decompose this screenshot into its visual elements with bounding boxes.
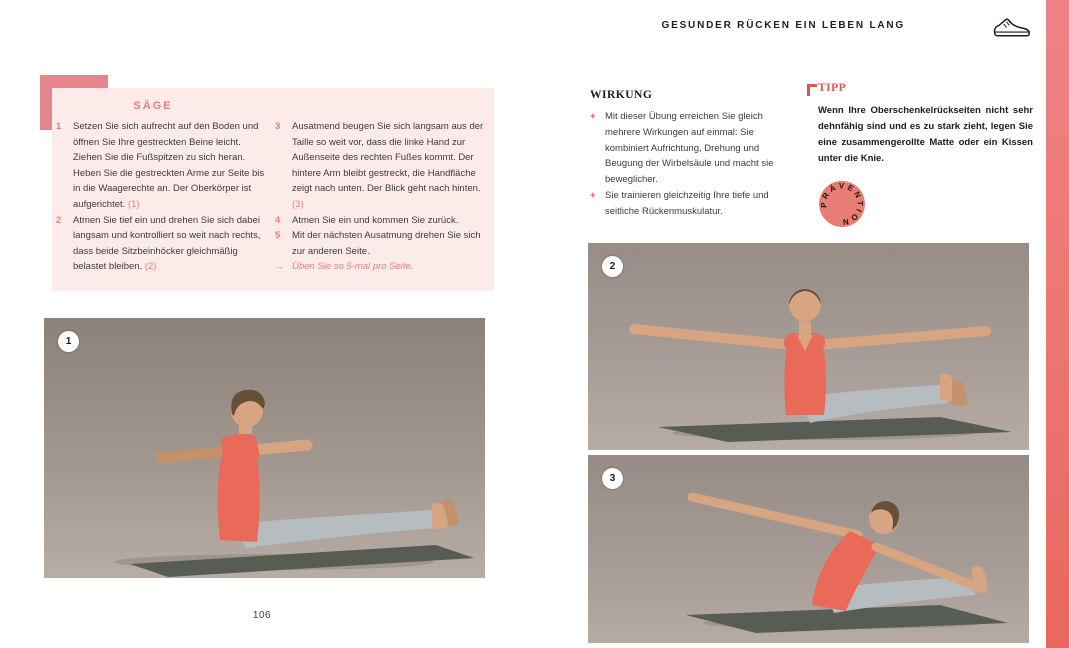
photo-number-badge: 1 xyxy=(58,331,79,352)
figure-reference: (3) xyxy=(292,198,304,210)
wirkung-section xyxy=(590,89,796,220)
plus-marker-icon: + xyxy=(590,189,596,201)
exercise-title: SÄGE xyxy=(133,100,173,112)
exercise-instruction-box xyxy=(52,88,494,291)
instruction-column-right xyxy=(275,119,487,275)
step-number: 4 xyxy=(275,214,281,226)
plus-marker-icon: + xyxy=(590,111,596,122)
tipp-section xyxy=(818,82,1033,228)
step-text: Atmen Sie tief ein und drehen Sie sich dabei langsam und kontrolliert so weit nach rechts, dass beide Sitzbeinhöcker gleichmäßig belastet bleiben. (2) xyxy=(73,214,261,273)
instruction-step xyxy=(275,228,487,259)
photo-2-illustration xyxy=(588,243,1029,450)
practice-note xyxy=(275,259,487,275)
wirkung-item-text: Mit dieser Übung erreichen Sie gleich mehrere Wirkungen auf einmal: Sie kombiniert Aufrichtung, Drehung und Beugung der Wirbelsäule und macht sie beweglicher. xyxy=(605,111,774,186)
running-head: GESUNDER RÜCKEN EIN LEBEN LANG xyxy=(661,20,905,31)
wirkung-item xyxy=(590,188,796,220)
praevention-badge xyxy=(813,175,871,233)
sneaker-icon xyxy=(991,17,1031,44)
instruction-step xyxy=(56,213,270,275)
page-edge-accent-bar xyxy=(1046,0,1069,648)
step-text: Setzen Sie sich aufrecht auf den Boden und öffnen Sie Ihre gestreckten Beine leicht. Ziehen Sie die Fußspitzen zu sich heran. Heben Sie die gestreckten Arme zur Seite bis in die Waagerechte an. Der Oberkörper ist aufgerichtet. (1) xyxy=(73,121,265,210)
photo-number-badge: 2 xyxy=(602,256,623,277)
instruction-step xyxy=(56,119,270,213)
step-number: 1 xyxy=(56,121,62,132)
instruction-step xyxy=(275,119,487,213)
photo-3-illustration xyxy=(588,455,1029,643)
page-number: 106 xyxy=(252,610,272,621)
wirkung-item-text: Sie trainieren gleichzeitig Ihre tiefe und seitliche Rückenmuskulatur. xyxy=(605,189,769,217)
step-text: Atmen Sie ein und kommen Sie zurück. xyxy=(292,214,459,226)
box-corner-bracket xyxy=(40,75,108,88)
tipp-corner-bracket-icon xyxy=(807,84,817,96)
photo-1-illustration xyxy=(44,318,485,578)
step-text: Ausatmend beugen Sie sich langsam aus der Taille so weit vor, dass die linke Hand zur Außenseite des rechten Fußes kommt. Der hintere Arm bleibt gestreckt, die Handfläche zeigt nach unten. Der Blick geht nach hinten. (3) xyxy=(292,121,484,210)
step-number: 3 xyxy=(275,121,281,132)
arrow-icon: → xyxy=(275,261,284,272)
praevention-badge-text: PRÄVENTION xyxy=(819,181,865,227)
wirkung-title: WIRKUNG xyxy=(590,89,653,101)
step-number: 2 xyxy=(56,214,62,226)
photo-number-badge: 3 xyxy=(602,468,623,489)
instruction-step xyxy=(275,213,487,229)
exercise-photo-1 xyxy=(44,318,485,578)
step-text: Mit der nächsten Ausatmung drehen Sie sich zur anderen Seite. xyxy=(292,230,481,257)
instruction-column-left xyxy=(56,119,270,275)
figure-reference: (2) xyxy=(144,261,157,273)
exercise-photo-3 xyxy=(588,455,1029,643)
figure-reference: (1) xyxy=(127,198,140,210)
wirkung-item xyxy=(590,109,796,188)
tipp-title: TIPP xyxy=(818,82,847,94)
practice-note-text: Üben Sie so 5-mal pro Seite. xyxy=(292,261,414,273)
exercise-photo-2 xyxy=(588,243,1029,450)
tipp-text: Wenn Ihre Oberschenkelrückseiten nicht sehr dehnfähig sind und es zu stark zieht, legen Sie eine zusammengerollte Matte oder ein Kissen unter die Knie. xyxy=(818,105,1033,164)
step-number: 5 xyxy=(275,230,281,242)
